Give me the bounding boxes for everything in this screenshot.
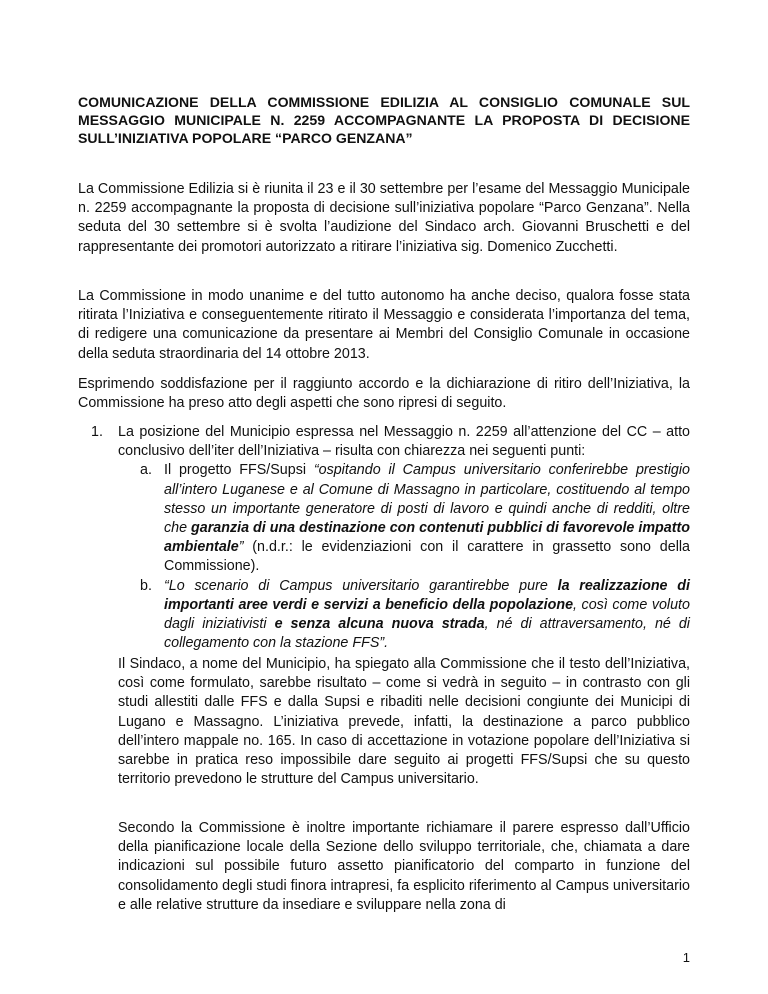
page-number: 1 [682,950,690,965]
sub-list [118,461,690,653]
sub-b-bold1: la realizzazione di importanti aree verdi e servizi a beneficio della popolazione [164,577,691,613]
sub-b-quote1: “Lo scenario di Campus universitario garantirebbe pure [164,577,558,594]
sub-b-quote3: , né di attraversamento, né di collegamento con la stazione FFS”. [164,616,690,652]
list-number: 1. [91,424,103,440]
sub-a-bold: garanzia di una destinazione con contenuti pubblici di favorevole impatto ambientale [164,520,690,556]
paragraph-satisfaction: Esprimendo soddisfazione per il raggiunto accordo e la dichiarazione di ritiro dell’Iniziativa, la Commissione ha preso atto degli aspetti che sono ripresi di seguito. [78,376,690,412]
sub-marker-b: b. [140,577,152,594]
paragraph-ufficio-pianificazione: Secondo la Commissione è inoltre importante richiamare il parere espresso dall’Ufficio della pianificazione locale della Sezione dello sviluppo territoriale, che, chiamata a dare indicazioni sul possibile futuro assetto pianificatorio del comparto in funzione del consolidamento degli studi finora intrapresi, fa esplicito riferimento al Campus universitario e alle relative strutture da insediare e sviluppare nella zona di [118,820,690,913]
sub-item-a [118,461,690,576]
sub-b-bold2: e senza alcuna nuova strada [274,616,485,633]
sub-marker-a: a. [140,462,152,479]
sub-b-quote2: , così come voluto dagli iniziativisti [164,596,690,633]
paragraph-commission-decision: La Commissione in modo unanime e del tutto autonomo ha anche deciso, qualora fosse stata ritirata l’Iniziativa e conseguentemente ritirato il Messaggio e considerata l’importanza del tema, di redigere una comunicazione da presentare ai Membri del Consiglio Comunale in occasione della seduta straordinaria del 14 ottobre 2013. [78,288,690,362]
sub-item-b [118,577,690,654]
sub-a-note: (n.d.r.: le evidenziazioni con il carattere in grassetto sono della Commissione). [164,539,690,575]
sub-a-quote: “ospitando il Campus universitario conferirebbe prestigio all’intero Luganese e al Comune di Massagno in particolare, costituendo al tempo stesso un importante generatore di posti di lavoro e quindi anche di redditi, oltre che [164,462,691,537]
sub-a-lead: Il progetto FFS/Supsi [164,462,314,479]
list-intro: La posizione del Municipio espressa nel Messaggio n. 2259 all’attenzione del CC – atto conclusivo dell’iter dell’Iniziativa – risulta con chiarezza nei seguenti punti: [118,424,690,460]
sub-a-close: ” [238,539,244,556]
paragraph-meetings: La Commissione Edilizia si è riunita il 23 e il 30 settembre per l’esame del Messaggio Municipale n. 2259 accompagnante la proposta di decisione sull’iniziativa popolare “Parco Genzana”. Nella seduta del 30 settembre si è svolta l’audizione del Sindaco arch. Giovanni Bruschetti e del rappresentante dei promotori autorizzato a ritirare l’iniziativa sig. Domenico Zucchetti. [78,181,690,255]
list-item-1 [91,423,691,653]
document-title: COMUNICAZIONE DELLA COMMISSIONE EDILIZIA AL CONSIGLIO COMUNALE SUL MESSAGGIO MUNICIPALE N. 2259 ACCOMPAGNANTE LA PROPOSTA DI DECISIONE SULL’INIZIATIVA POPOLARE “PARCO GENZANA” [78,94,690,146]
paragraph-sindaco: Il Sindaco, a nome del Municipio, ha spiegato alla Commissione che il testo dell’Iniziativa, così come formulato, sarebbe risultato – come si vedrà in seguito – in contrasto con gli studi allestiti dalle FFS e dalla Supsi e ribaditi nelle decisioni congiunte dei Municipi di Lugano e Massagno. L’iniziativa prevede, infatti, la destinazione a parco pubblico dell’intero mappale no. 165. In caso di accettazione in votazione popolare dell’Iniziativa si sarebbe in pratica reso impossibile dare seguito ai progetti FFS/Supsi che su questo territorio prevedono le strutture del Campus universitario. [118,656,690,788]
